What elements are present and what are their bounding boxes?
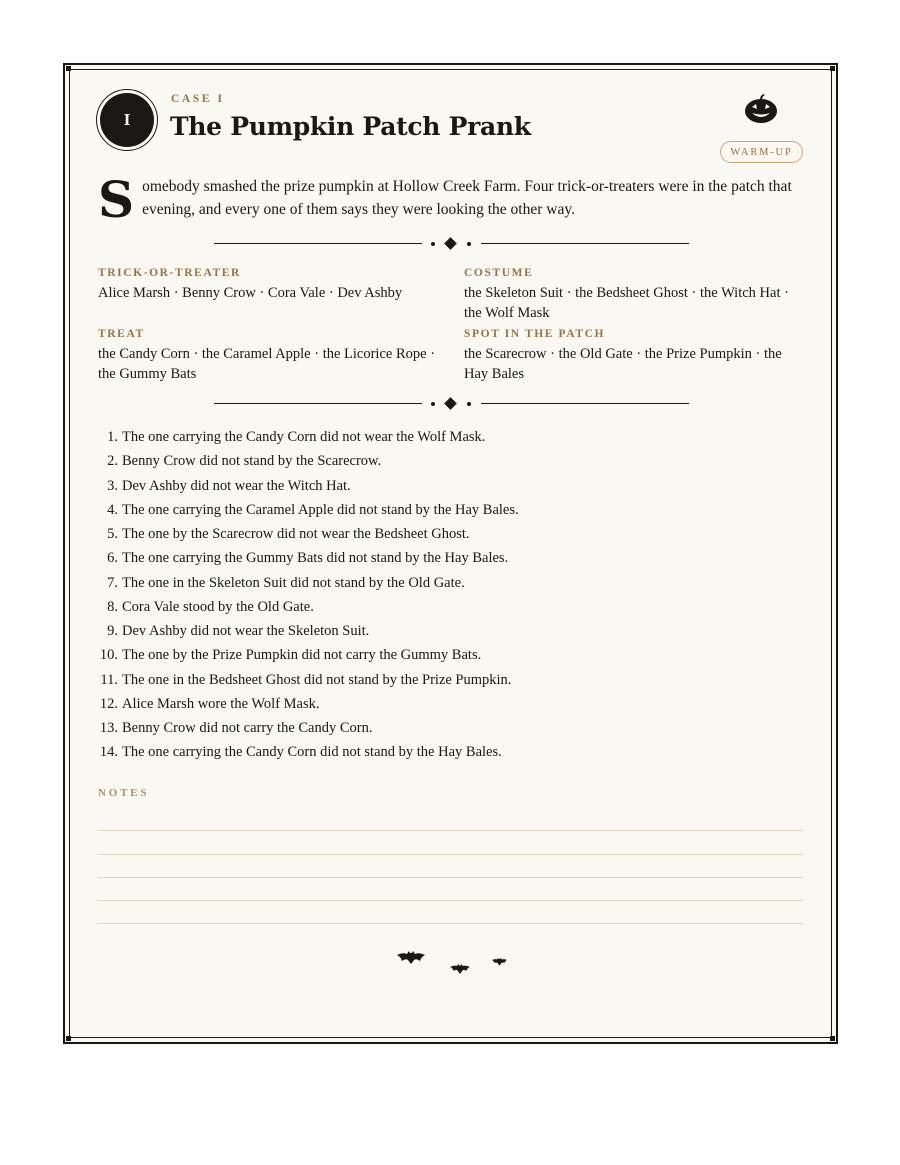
category-items: the Candy Corn · the Caramel Apple · the Licorice Rope · the Gummy Bats — [98, 346, 436, 382]
intro-paragraph — [98, 170, 803, 229]
clue-item: 11. The one in the Bedsheet Ghost did not stand by the Prize Pumpkin. — [100, 671, 512, 688]
category-label: TREAT — [98, 328, 145, 340]
category-items: the Scarecrow · the Old Gate · the Prize Pumpkin · the Hay Bales — [464, 346, 782, 382]
clue-item: 8. Cora Vale stood by the Old Gate. — [107, 598, 314, 615]
category-label: SPOT IN THE PATCH — [464, 328, 606, 340]
corner-ornament — [830, 66, 835, 71]
category-trick-or-treater — [98, 266, 438, 303]
category-costume — [464, 266, 804, 323]
jack-o-lantern-icon — [744, 94, 778, 124]
clue-item: 10. The one by the Prize Pumpkin did not carry the Gummy Bats. — [99, 647, 482, 664]
category-treat — [98, 327, 438, 384]
case-numeral: I — [100, 93, 154, 147]
clue-item: 3. Dev Ashby did not wear the Witch Hat. — [107, 477, 351, 494]
intro-text: omebody smashed the prize pumpkin at Hollow Creek Farm. Four trick-or-treaters were in the patch that evening, and every one of them says they were looking the other way. — [142, 178, 792, 218]
drop-cap: S — [98, 170, 135, 229]
clue-item: 13. Benny Crow did not carry the Candy Corn. — [99, 720, 373, 736]
corner-ornament — [66, 66, 71, 71]
category-label: COSTUME — [464, 267, 534, 279]
diamond-ornament-icon — [444, 397, 457, 410]
note-line — [98, 900, 803, 901]
notes-label: NOTES — [98, 787, 150, 799]
clue-item: 1. The one carrying the Candy Corn did not wear the Wolf Mask. — [107, 429, 486, 445]
note-line — [98, 854, 803, 855]
difficulty-badge: WARM-UP — [720, 141, 803, 163]
section-divider — [214, 237, 689, 251]
case-label: CASE I — [171, 93, 225, 105]
clue-item: 5. The one by the Scarecrow did not wear the Bedsheet Ghost. — [107, 526, 470, 542]
clue-list — [98, 425, 803, 765]
category-label: TRICK-OR-TREATER — [98, 267, 241, 279]
corner-ornament — [830, 1036, 835, 1041]
category-items: the Skeleton Suit · the Bedsheet Ghost · the Witch Hat · the Wolf Mask — [464, 285, 789, 321]
diamond-ornament-icon — [444, 237, 457, 250]
page-title: The Pumpkin Patch Prank — [170, 112, 531, 141]
category-items: Alice Marsh · Benny Crow · Cora Vale · Dev Ashby — [98, 285, 403, 301]
clue-item: 4. The one carrying the Caramel Apple did not stand by the Hay Bales. — [107, 501, 519, 518]
clue-item: 7. The one in the Skeleton Suit did not stand by the Old Gate. — [107, 574, 465, 591]
note-line — [98, 877, 803, 878]
clue-item: 9. Dev Ashby did not wear the Skeleton Suit. — [107, 623, 370, 639]
bats-icon — [395, 946, 510, 978]
note-line — [98, 923, 803, 924]
section-divider — [214, 397, 689, 411]
corner-ornament — [66, 1036, 71, 1041]
category-spot-in-the-patch — [464, 327, 804, 384]
clue-item: 12. Alice Marsh wore the Wolf Mask. — [99, 695, 320, 712]
clue-item: 6. The one carrying the Gummy Bats did not stand by the Hay Bales. — [107, 550, 509, 567]
clue-item: 2. Benny Crow did not stand by the Scarecrow. — [107, 453, 382, 470]
clue-item: 14. The one carrying the Candy Corn did not stand by the Hay Bales. — [99, 744, 502, 761]
case-number-badge — [96, 89, 158, 151]
note-line — [98, 830, 803, 831]
